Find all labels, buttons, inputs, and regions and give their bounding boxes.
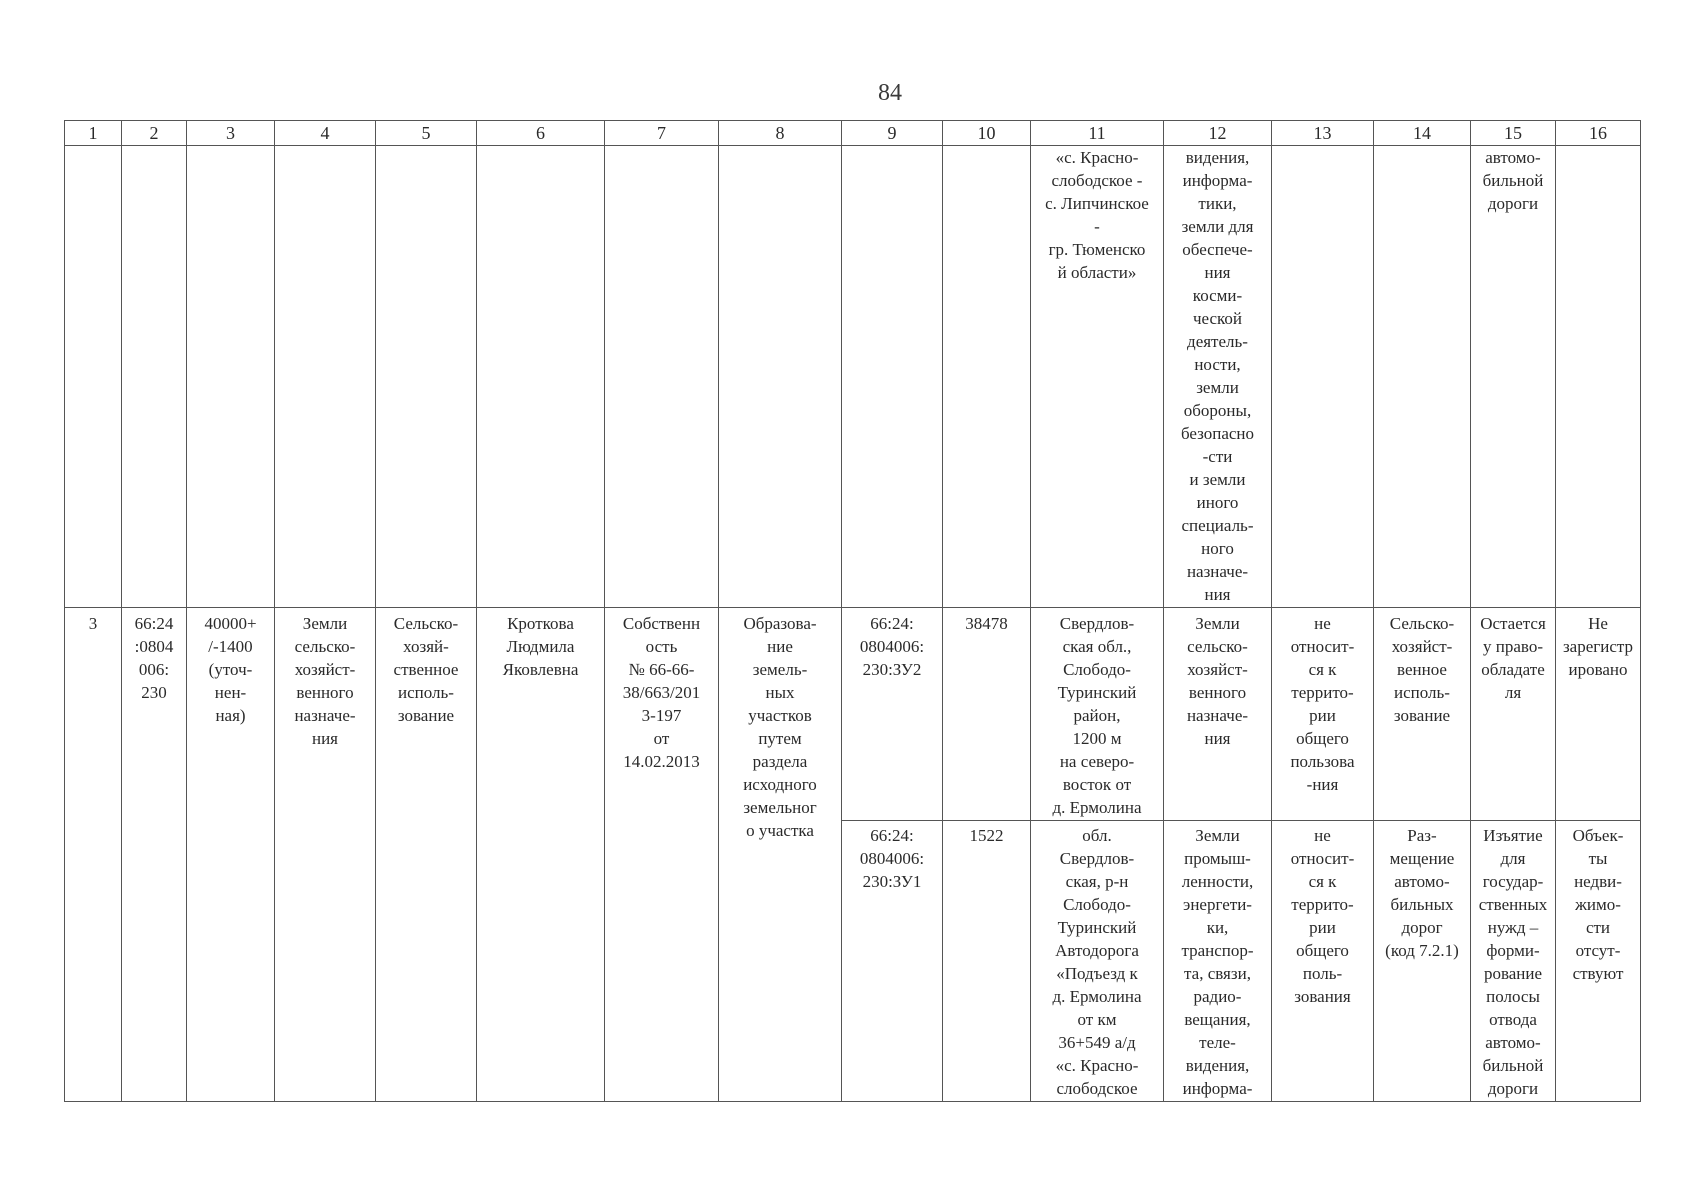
table-cell: [275, 146, 376, 608]
column-number-cell: 6: [477, 121, 605, 146]
address-cell: Свердлов- ская обл., Слободо- Туринский район, 1200 м на северо- восток от д. Ермолина: [1031, 608, 1164, 821]
land-category-cell: Земли сельско- хозяйст- венного назначе- ния: [275, 608, 376, 1102]
table-cell: [842, 146, 943, 608]
column-number-cell: 9: [842, 121, 943, 146]
table-cell: [122, 146, 187, 608]
address-cell: обл. Свердлов- ская, р-н Слободо- Туринский Автодорога «Подъезд к д. Ермолина от км 36+549 а/д «с. Красно- слободское: [1031, 821, 1164, 1102]
column-number-cell: 1: [65, 121, 122, 146]
public-territory-cell: не относит- ся к террито- рии общего пользова -ния: [1272, 608, 1374, 821]
new-plot-number-cell: 66:24: 0804006: 230:ЗУ2: [842, 608, 943, 821]
objects-cell: Объек- ты недви- жимо- сти отсут- ствуют: [1556, 821, 1641, 1102]
cadastral-number-cell: 66:24 :0804 006: 230: [122, 608, 187, 1102]
column-number-cell: 15: [1471, 121, 1556, 146]
table-cell: [1272, 146, 1374, 608]
area-cell: 40000+ /-1400 (уточ- нен- ная): [187, 608, 275, 1102]
new-plot-number-cell: 66:24: 0804006: 230:ЗУ1: [842, 821, 943, 1102]
column-number-cell: 5: [376, 121, 477, 146]
table-cell: [719, 146, 842, 608]
rights-cell: Собственн ость № 66-66- 38/663/201 3-197 от 14.02.2013: [605, 608, 719, 1102]
permitted-use-cell: Сельско- хозяй- ственное исполь- зование: [376, 608, 477, 1102]
table-cell: [605, 146, 719, 608]
permitted-use-cell: Сельско- хозяйст- венное исполь- зование: [1374, 608, 1471, 821]
column-number-cell: 10: [943, 121, 1031, 146]
address-cell: «с. Красно- слободское - с. Липчинское - гр. Тюменско й области»: [1031, 146, 1164, 608]
table-cell: [65, 146, 122, 608]
column-number-header-row: [65, 121, 1641, 146]
new-plot-area-cell: 38478: [943, 608, 1031, 821]
continuation-row: [65, 146, 1641, 608]
column-number-cell: 14: [1374, 121, 1471, 146]
column-number-cell: 7: [605, 121, 719, 146]
action-cell: Образова- ние земель- ных участков путем раздела исходного земельног о участка: [719, 608, 842, 1102]
land-category-cell: Земли промыш- ленности, энергети- ки, транспор- та, связи, радио- вещания, теле- видения, информа-: [1164, 821, 1272, 1102]
owner-cell: Кроткова Людмила Яковлевна: [477, 608, 605, 1102]
new-plot-area-cell: 1522: [943, 821, 1031, 1102]
page-number: 84: [878, 80, 902, 106]
public-territory-cell: не относит- ся к террито- рии общего поль- зования: [1272, 821, 1374, 1102]
table-cell: [477, 146, 605, 608]
column-number-cell: 11: [1031, 121, 1164, 146]
column-number-cell: 13: [1272, 121, 1374, 146]
column-number-cell: 12: [1164, 121, 1272, 146]
column-number-cell: 2: [122, 121, 187, 146]
table-cell: [943, 146, 1031, 608]
entry-row: [65, 608, 1641, 821]
purpose-cell: автомо- бильной дороги: [1471, 146, 1556, 608]
permitted-use-cell: Раз- мещение автомо- бильных дорог (код 7.2.1): [1374, 821, 1471, 1102]
table-cell: [187, 146, 275, 608]
purpose-cell: Остается у право- обладате ля: [1471, 608, 1556, 821]
registration-cell: Не зарегистр ировано: [1556, 608, 1641, 821]
entry-number-cell: 3: [65, 608, 122, 1102]
table-cell: [1374, 146, 1471, 608]
table-cell: [376, 146, 477, 608]
column-number-cell: 16: [1556, 121, 1641, 146]
column-number-cell: 8: [719, 121, 842, 146]
purpose-cell: Изъятие для государ- ственных нужд – форми- рование полосы отвода автомо- бильной дороги: [1471, 821, 1556, 1102]
table-cell: [1556, 146, 1641, 608]
column-number-cell: 3: [187, 121, 275, 146]
land-category-cell: Земли сельско- хозяйст- венного назначе- ния: [1164, 608, 1272, 821]
column-number-cell: 4: [275, 121, 376, 146]
land-register-table: [64, 120, 1641, 1102]
land-category-cell: видения, информа- тики, земли для обеспече- ния косми- ческой деятель- ности, земли обороны, безопасно -сти и земли иного специаль- ного назначе- ния: [1164, 146, 1272, 608]
